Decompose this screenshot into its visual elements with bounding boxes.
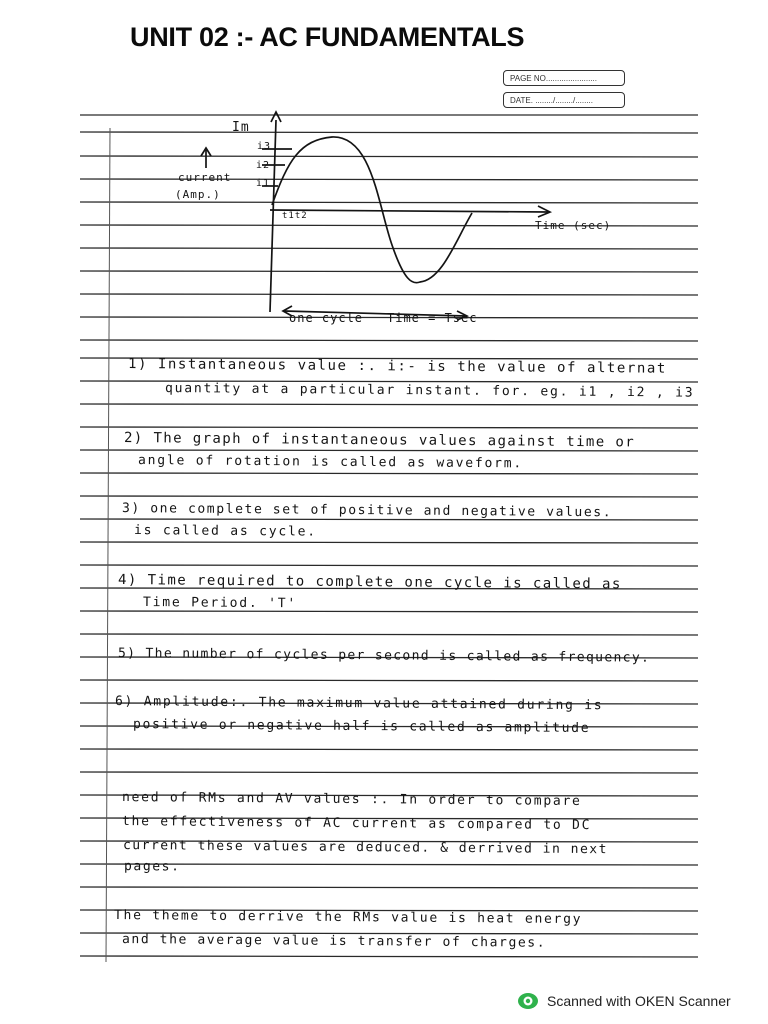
time-axis	[270, 210, 548, 212]
rms-note-line-4: pages.	[123, 859, 181, 875]
note-2-line-2: angle of rotation is called as waveform.	[137, 453, 524, 472]
scanner-text: Scanned with OKEN Scanner	[547, 993, 731, 1009]
note-3-line-1: 3) one complete set of positive and negative values.	[121, 501, 613, 521]
oken-scanner-logo-icon	[517, 992, 539, 1010]
note-1-line-2: quantity at a particular instant. for. eg. i1 , i2 , i3	[164, 381, 695, 401]
rms-note-line-1: need of RMs and AV values :. In order to compare	[121, 790, 582, 810]
note-4-line-2: Time Period. 'T'	[142, 595, 298, 612]
time-axis-label: Time (sec)	[535, 219, 612, 232]
page-number-field: PAGE NO.......................	[503, 70, 625, 86]
rms-note-line-2: the effectiveness of AC current as compared to DC	[121, 814, 592, 834]
theme-note-line-2: and the average value is transfer of charges.	[121, 932, 547, 951]
rms-note-line-3: current these values are deduced. & derrived in next	[122, 838, 609, 858]
note-2-line-1: 2) The graph of instantaneous values against time or	[123, 430, 636, 451]
i1-label: i1	[256, 178, 271, 189]
note-6-line-1: 6) Amplitude:. The maximum value attained during is	[114, 694, 604, 714]
theme-note-line-1: The theme to derrive the RMs value is heat energy	[113, 908, 583, 928]
time-period-label: Time = Tsec	[387, 311, 478, 325]
page-title: UNIT 02 :- AC FUNDAMENTALS	[130, 22, 525, 52]
scanner-watermark	[517, 991, 731, 1011]
one-cycle-label: one cycle	[289, 311, 364, 325]
amp-label: (Amp.)	[175, 188, 221, 201]
note-3-line-2: is called as cycle.	[133, 523, 317, 540]
note-4-line-1: 4) Time required to complete one cycle is called as	[117, 572, 622, 593]
i3-label: i3	[257, 141, 272, 152]
im-label: Im	[232, 120, 250, 135]
i2-label: i2	[256, 160, 271, 171]
current-label: current	[178, 171, 232, 184]
t1t2-label: t1t2	[282, 211, 308, 221]
note-1-line-1: 1) Instantaneous value :. i:- is the value of alternat	[127, 356, 667, 377]
date-field: DATE. ......../......../........	[503, 92, 625, 108]
note-6-line-2: positive or negative half is called as amplitude	[132, 717, 591, 736]
note-5-line-1: 5) The number of cycles per second is called as frequency.	[117, 646, 651, 666]
